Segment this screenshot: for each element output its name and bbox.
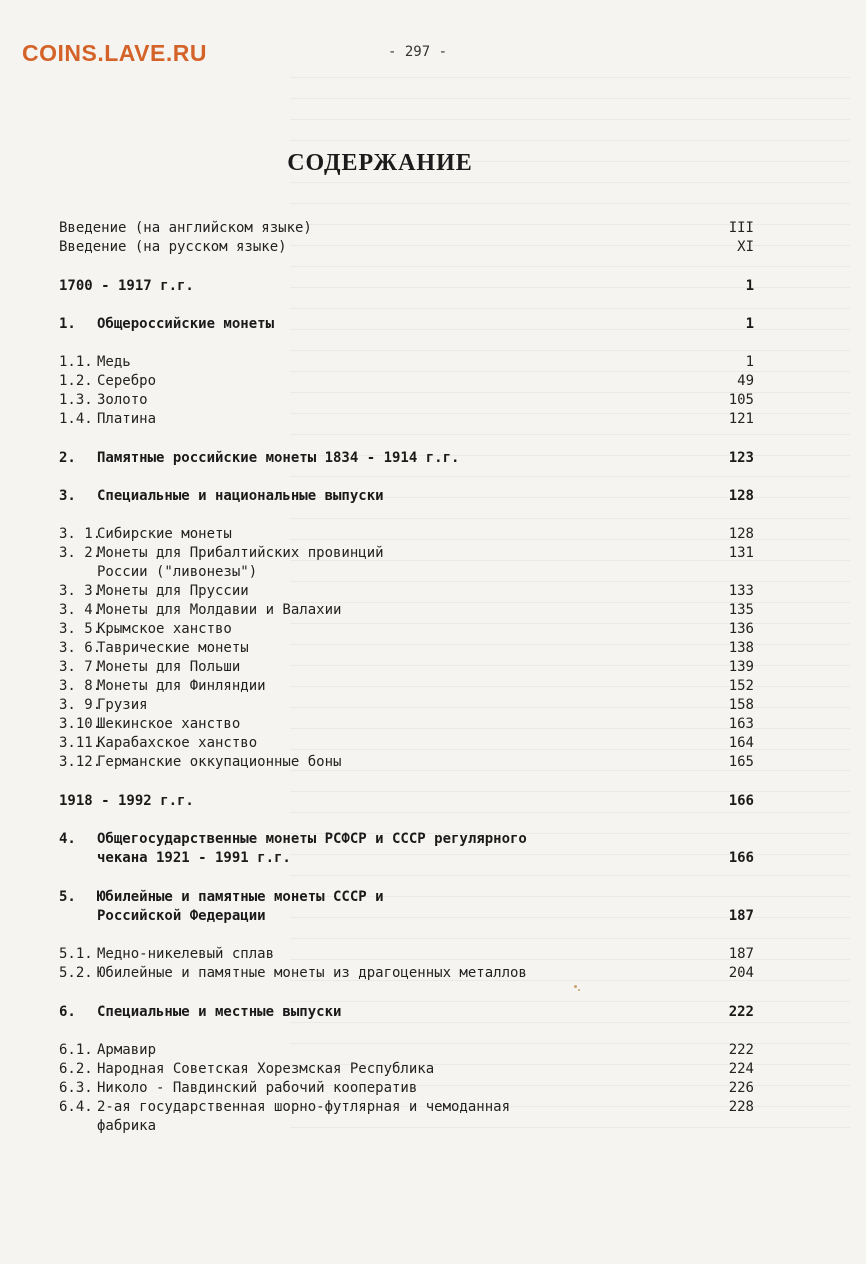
toc-entry-number: 3. 3.	[59, 583, 102, 599]
toc-entry-page: 1	[745, 278, 754, 294]
toc-entry-number: 6.4.	[59, 1099, 93, 1115]
toc-entry-title: Шекинское ханство	[97, 716, 241, 732]
toc-entry	[0, 658, 866, 677]
toc-entry-page: 187	[728, 946, 754, 962]
toc-entry-number: 5.	[59, 889, 76, 905]
toc-entry-number: 6.3.	[59, 1080, 93, 1096]
toc-entry-title: Германские оккупационные боны	[97, 754, 342, 770]
toc-entry-page: 222	[728, 1004, 754, 1020]
toc-entry	[0, 1041, 866, 1060]
toc-entry-title: Золото	[97, 392, 148, 408]
toc-entry-number: 1.3.	[59, 392, 93, 408]
toc-entry-page: 49	[737, 373, 754, 389]
toc-entry-page: 139	[728, 659, 754, 675]
toc-entry-title: Специальные и местные выпуски	[97, 1004, 342, 1020]
toc-entry	[0, 945, 866, 964]
toc-entry	[0, 449, 866, 468]
toc-entry-page: 133	[728, 583, 754, 599]
toc-entry	[0, 582, 866, 601]
toc-entry-title: Таврические монеты	[97, 640, 249, 656]
toc-entry-number: 5.1.	[59, 946, 93, 962]
toc-entry	[0, 410, 866, 429]
toc-entry	[0, 391, 866, 410]
toc-entry-title: Николо - Павдинский рабочий кооператив	[97, 1080, 418, 1096]
toc-entry-title: Монеты для Молдавии и Валахии	[97, 602, 342, 618]
toc-entry-number: 3. 8.	[59, 678, 102, 694]
toc-entry-page: 121	[728, 411, 754, 427]
toc-entry	[0, 563, 866, 582]
toc-entry	[0, 734, 866, 753]
toc-entry-number: 3. 1.	[59, 526, 102, 542]
toc-entry-page: 166	[728, 793, 754, 809]
page-number: - 297 -	[388, 44, 448, 60]
toc-entry-page: 136	[728, 621, 754, 637]
toc-entry-title: 1918 - 1992 г.г.	[59, 793, 194, 809]
toc-entry-page: 158	[728, 697, 754, 713]
toc-entry	[0, 677, 866, 696]
toc-entry-title: 2-ая государственная шорно-футлярная и чемоданная	[97, 1099, 511, 1115]
toc-entry-title: Юбилейные и памятные монеты СССР и	[97, 889, 384, 905]
toc-entry-title: Российской Федерации	[97, 908, 266, 924]
toc-entry-page: 131	[728, 545, 754, 561]
toc-entry-page: 1	[745, 354, 754, 370]
toc-entry	[0, 1079, 866, 1098]
toc-entry-page: 128	[728, 488, 754, 504]
toc-entry-number: 3.11.	[59, 735, 102, 751]
toc-entry-page: 224	[728, 1061, 754, 1077]
toc-entry	[0, 696, 866, 715]
toc-entry-page: 152	[728, 678, 754, 694]
toc-entry-title: Введение (на английском языке)	[59, 220, 312, 236]
toc-entry-number: 6.	[59, 1004, 76, 1020]
toc-entry-title: Введение (на русском языке)	[59, 239, 287, 255]
toc-entry	[0, 849, 866, 868]
toc-entry-number: 1.1.	[59, 354, 93, 370]
toc-entry	[0, 888, 866, 907]
toc-entry	[0, 1003, 866, 1022]
toc-entry-number: 6.2.	[59, 1061, 93, 1077]
toc-entry-page: XI	[737, 239, 754, 255]
toc-entry-page: 226	[728, 1080, 754, 1096]
toc-entry-title: Монеты для Прибалтийских провинций	[97, 545, 384, 561]
toc-entry	[0, 792, 866, 811]
toc-entry-number: 1.	[59, 316, 76, 332]
toc-entry-page: 138	[728, 640, 754, 656]
toc-entry	[0, 238, 866, 257]
toc-entry	[0, 487, 866, 506]
toc-entry	[0, 1117, 866, 1136]
toc-entry-page: 187	[728, 908, 754, 924]
toc-entry-title: Монеты для Финляндии	[97, 678, 266, 694]
watermark: COINS.LAVE.RU	[22, 40, 207, 66]
toc-entry-title: Крымское ханство	[97, 621, 232, 637]
toc-entry-title: чекана 1921 - 1991 г.г.	[97, 850, 291, 866]
toc-entry-title: России ("ливонезы")	[97, 564, 258, 580]
toc-entry-number: 4.	[59, 831, 76, 847]
toc-entry-number: 3. 2.	[59, 545, 102, 561]
toc-entry-page: 222	[728, 1042, 754, 1058]
toc-entry-title: фабрика	[97, 1118, 157, 1134]
toc-entry-number: 3. 6.	[59, 640, 102, 656]
toc-entry-title: Серебро	[97, 373, 157, 389]
toc-entry-page: 228	[728, 1099, 754, 1115]
toc-entry-number: 1.2.	[59, 373, 93, 389]
toc-entry-title: Общероссийские монеты	[97, 316, 275, 332]
toc-entry-title: 1700 - 1917 г.г.	[59, 278, 194, 294]
toc-entry	[0, 219, 866, 238]
toc-entry-page: 163	[728, 716, 754, 732]
toc-entry-number: 5.2.	[59, 965, 93, 981]
toc-entry-title: Юбилейные и памятные монеты из драгоценных металлов	[97, 965, 527, 981]
toc-entry-number: 3.10.	[59, 716, 102, 732]
toc-entry-title: Медно-никелевый сплав	[97, 946, 275, 962]
toc-entry-title: Медь	[97, 354, 131, 370]
toc-entry-number: 3. 7.	[59, 659, 102, 675]
toc-entry	[0, 601, 866, 620]
toc-entry	[0, 964, 866, 983]
toc-entry-title: Специальные и национальные выпуски	[97, 488, 384, 504]
toc-entry	[0, 830, 866, 849]
toc-entry	[0, 1060, 866, 1079]
toc-entry-title: Армавир	[97, 1042, 157, 1058]
toc-entry-page: 105	[728, 392, 754, 408]
toc-entry-title: Монеты для Пруссии	[97, 583, 249, 599]
toc-entry	[0, 907, 866, 926]
toc-entry-page: 1	[745, 316, 754, 332]
toc-entry-number: 2.	[59, 450, 76, 466]
toc-entry	[0, 753, 866, 772]
toc-entry-title: Платина	[97, 411, 157, 427]
toc-entry-title: Карабахское ханство	[97, 735, 258, 751]
toc-entry	[0, 525, 866, 544]
toc-entry-page: 165	[728, 754, 754, 770]
ink-speck	[578, 989, 580, 991]
toc-entry	[0, 620, 866, 639]
page-title: СОДЕРЖАНИЕ	[287, 150, 473, 176]
toc-entry	[0, 315, 866, 334]
toc-entry-number: 3. 5.	[59, 621, 102, 637]
toc-entry-page: III	[728, 220, 754, 236]
toc-entry-number: 3. 4.	[59, 602, 102, 618]
toc-entry-page: 128	[728, 526, 754, 542]
toc-entry-page: 135	[728, 602, 754, 618]
toc-entry-title: Монеты для Польши	[97, 659, 241, 675]
toc-entry-title: Грузия	[97, 697, 148, 713]
toc-entry	[0, 715, 866, 734]
toc-entry-number: 3.12.	[59, 754, 102, 770]
toc-entry	[0, 372, 866, 391]
toc-entry-page: 204	[728, 965, 754, 981]
toc-entry-number: 1.4.	[59, 411, 93, 427]
toc-entry-title: Общегосударственные монеты РСФСР и СССР регулярного	[97, 831, 527, 847]
toc-entry-page: 164	[728, 735, 754, 751]
toc-entry	[0, 639, 866, 658]
toc-entry	[0, 544, 866, 563]
toc-entry	[0, 353, 866, 372]
ink-speck	[574, 985, 577, 988]
toc-entry-title: Сибирские монеты	[97, 526, 232, 542]
toc-entry	[0, 1098, 866, 1117]
toc-entry-page: 123	[728, 450, 754, 466]
toc-entry-number: 6.1.	[59, 1042, 93, 1058]
toc-entry-page: 166	[728, 850, 754, 866]
toc-entry-title: Народная Советская Хорезмская Республика	[97, 1061, 435, 1077]
toc-entry-number: 3. 9.	[59, 697, 102, 713]
toc-entry	[0, 277, 866, 296]
toc-entry-number: 3.	[59, 488, 76, 504]
toc-entry-title: Памятные российские монеты 1834 - 1914 г.г.	[97, 450, 460, 466]
